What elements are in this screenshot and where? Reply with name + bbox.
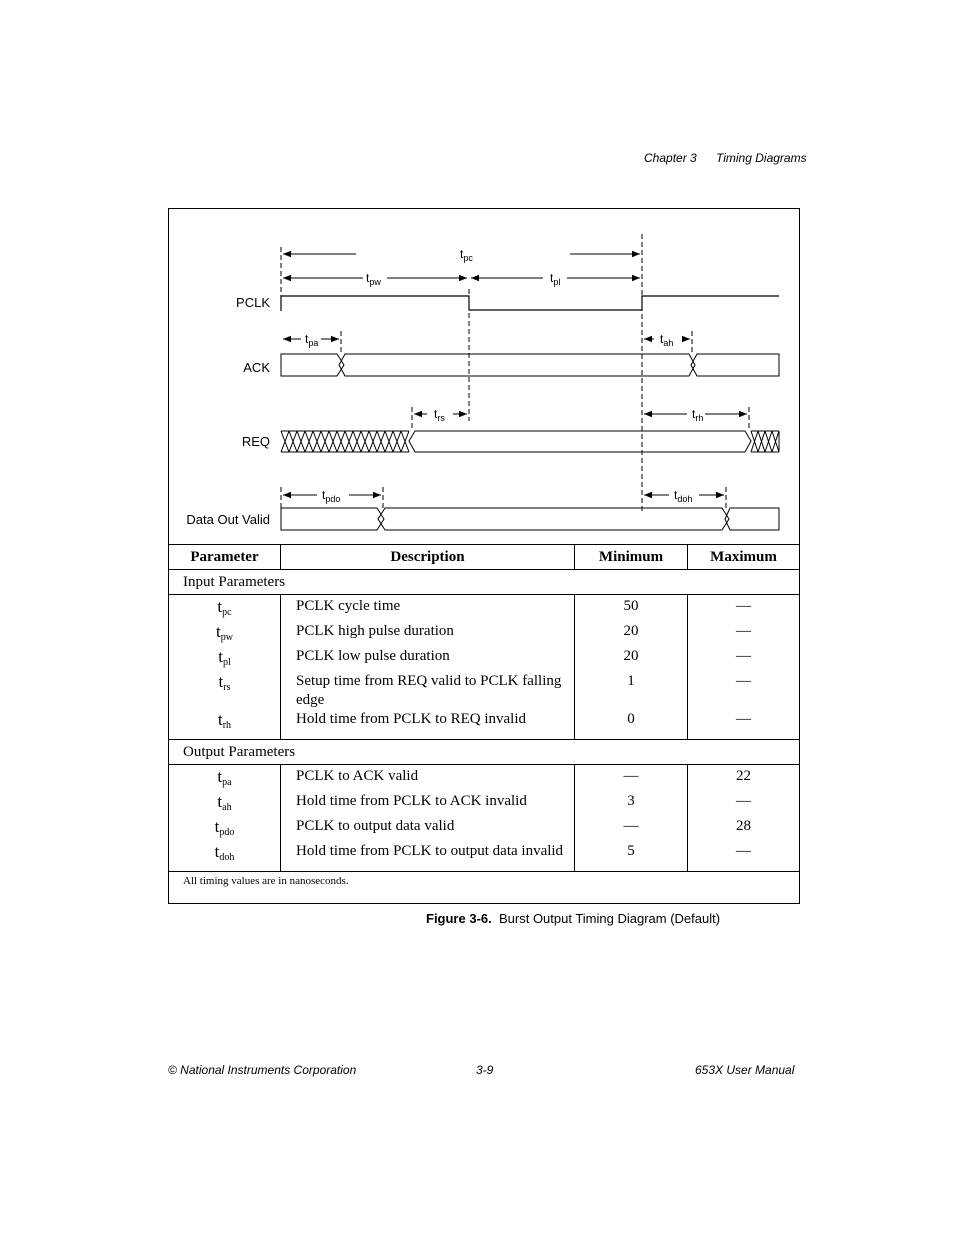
footer-page-number: 3-9 xyxy=(476,1063,494,1077)
figure-caption-label: Figure 3-6. xyxy=(426,911,492,926)
table-row: $t_{pl}$ PCLK low pulse duration 20 — xyxy=(169,647,799,672)
table-body xyxy=(169,570,799,892)
param-symbol: $t_{doh}$ xyxy=(214,842,235,863)
param-symbol: $t_{ah}$ xyxy=(217,792,232,813)
table-row: $t_{pdo}$ PCLK to output data valid — 28 xyxy=(169,817,799,842)
col-header-parameter: Parameter xyxy=(169,545,281,570)
figure-caption xyxy=(426,911,720,926)
param-symbol: $t_{pc}$ xyxy=(217,597,232,618)
svg-text:tpa: $t_{pa}$ xyxy=(305,332,319,348)
table-row: $t_{ah}$ Hold time from PCLK to ACK invalid 3 — xyxy=(169,792,799,817)
header-title: Timing Diagrams xyxy=(716,151,807,165)
table-row: $t_{doh}$ Hold time from PCLK to output data invalid 5 — xyxy=(169,842,799,872)
section-header-input: Input Parameters xyxy=(169,570,799,595)
col-header-description: Description xyxy=(281,545,575,570)
section-header-output: Output Parameters xyxy=(169,740,799,765)
svg-text:tpw: $t_{pw}$ xyxy=(366,271,381,287)
svg-text:tpl: $t_{pl}$ xyxy=(550,271,561,287)
figure-caption-text: Burst Output Timing Diagram (Default) xyxy=(498,911,721,926)
table-header-row xyxy=(169,545,799,570)
table-note: All timing values are in nanoseconds. xyxy=(183,875,349,887)
col-header-maximum: Maximum xyxy=(688,545,800,570)
req-waveform xyxy=(281,431,779,452)
svg-text:tpc: $t_{pc}$ xyxy=(460,247,473,263)
footer-right: 653X User Manual xyxy=(695,1063,795,1077)
timing-parameters-table xyxy=(169,544,799,891)
timing-arrows xyxy=(283,254,747,495)
ack-waveform xyxy=(281,354,779,376)
svg-text:tpdo: $t_{pdo}$ xyxy=(322,488,341,504)
timing-diagram xyxy=(169,209,799,544)
param-symbol: $t_{pdo}$ xyxy=(214,817,235,838)
svg-text:tdoh: $t_{doh}$ xyxy=(674,488,693,504)
table-row: $t_{pw}$ PCLK high pulse duration 20 — xyxy=(169,622,799,647)
param-symbol: $t_{pl}$ xyxy=(218,647,231,668)
param-symbol: $t_{rh}$ xyxy=(217,710,232,731)
table-row: $t_{rh}$ Hold time from PCLK to REQ invalid 0 — xyxy=(169,710,799,740)
table-row: $t_{pa}$ PCLK to ACK valid — 22 xyxy=(169,765,799,793)
signal-label-req: REQ xyxy=(241,434,270,449)
data-out-valid-waveform xyxy=(281,508,779,530)
param-symbol: $t_{rs}$ xyxy=(218,672,231,693)
reference-lines xyxy=(281,234,749,514)
signal-label-pclk: PCLK xyxy=(236,295,270,310)
header-chapter: Chapter 3 xyxy=(644,151,697,165)
pclk-waveform xyxy=(281,296,779,311)
param-symbol: $t_{pw}$ xyxy=(216,622,233,643)
col-header-minimum: Minimum xyxy=(575,545,688,570)
table-row: $t_{rs}$ Setup time from REQ valid to PCLK falling edge 1 — xyxy=(169,672,799,710)
table-row: $t_{pc}$ PCLK cycle time 50 — xyxy=(169,595,799,623)
footer-left: © National Instruments Corporation xyxy=(168,1063,357,1077)
svg-text:trs: $t_{rs}$ xyxy=(434,407,445,423)
signal-label-ack: ACK xyxy=(243,360,270,375)
svg-text:tah: $t_{ah}$ xyxy=(660,332,674,348)
param-symbol: $t_{pa}$ xyxy=(217,767,232,788)
signal-label-data-out-valid: Data Out Valid xyxy=(186,512,270,527)
figure-frame xyxy=(168,208,800,904)
table-note-row xyxy=(169,872,799,892)
svg-text:trh: $t_{rh}$ xyxy=(692,407,704,423)
